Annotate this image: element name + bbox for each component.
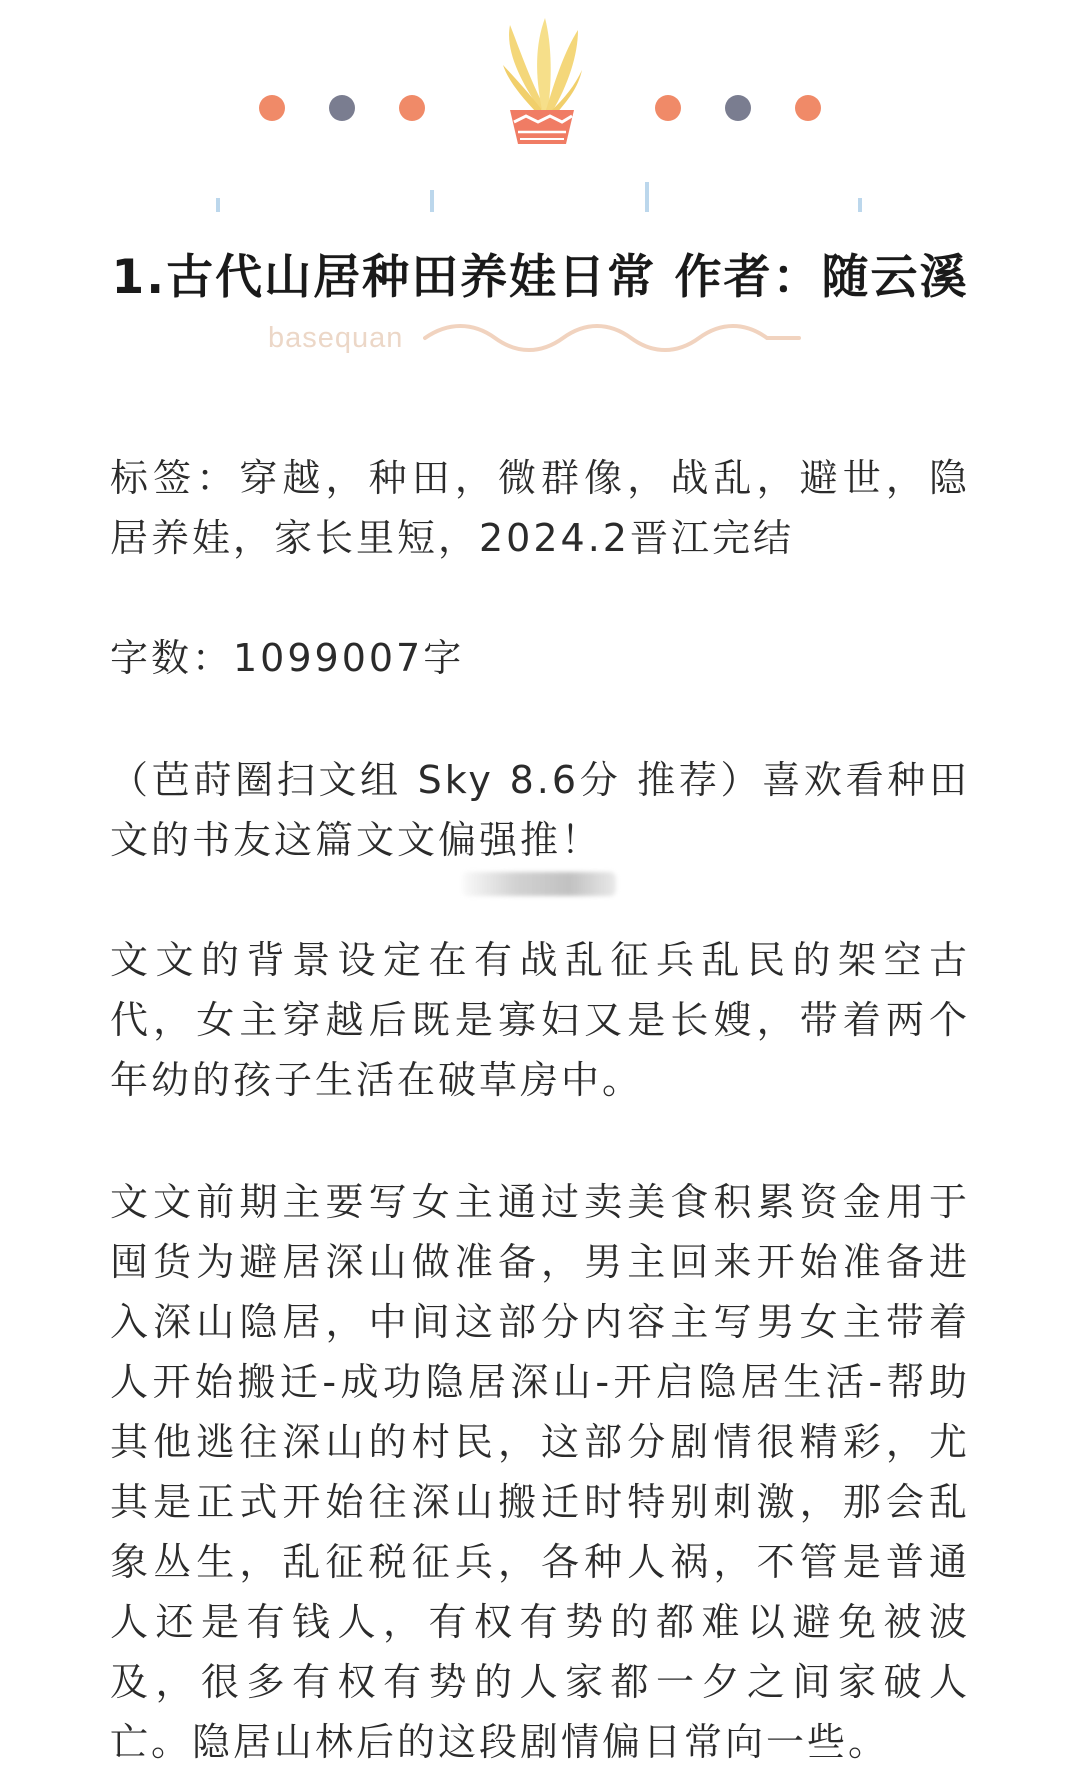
decor-tick [430,190,434,212]
wave-divider [423,318,803,358]
decor-dot [725,95,751,121]
decor-dot [795,95,821,121]
setting-paragraph: 文文的背景设定在有战乱征兵乱民的架空古代，女主穿越后既是寡妇又是长嫂，带着两个年幼的孩子生活在破草房中。 [110,938,970,1102]
blurred-watermark [462,872,616,896]
decor-dot [655,95,681,121]
potted-plant-icon [503,18,582,144]
recommend-paragraph: （芭莳圈扫文组 Sky 8.6分 推荐）喜欢看种田文的书友这篇文文偏强推！ [110,758,970,862]
brand-row [268,318,808,368]
header-decoration [0,0,1080,230]
word-count: 字数：1099007字 [110,636,465,680]
decor-tick [216,198,220,212]
decor-tick [645,182,649,212]
decor-dot [399,95,425,121]
plot-paragraph: 文文前期主要写女主通过卖美食积累资金用于囤货为避居深山做准备，男主回来开始准备进入深山隐居，中间这部分内容主写男女主带着人开始搬迁-成功隐居深山-开启隐居生活-帮助其他逃往深山的村民，这部分剧情很精彩，尤其是正式开始往深山搬迁时特别刺激，那会乱象丛生，乱征税征兵，各种人祸，不管是普通人还是有钱人，有权有势的都难以避免被波及，很多有权有势的人家都一夕之间家破人亡。隐居山林后的这段剧情偏日常向一些。 [110,1180,970,1764]
decor-dot [329,95,355,121]
article-title: 1.古代山居种田养娃日常 作者：随云溪 [111,250,969,305]
decor-tick [858,198,862,212]
article-body [110,448,970,1772]
tags-paragraph: 标签：穿越，种田，微群像，战乱，避世，隐居养娃，家长里短，2024.2晋江完结 [110,456,970,560]
decor-dot [259,95,285,121]
brand-label: basequan [268,322,404,354]
